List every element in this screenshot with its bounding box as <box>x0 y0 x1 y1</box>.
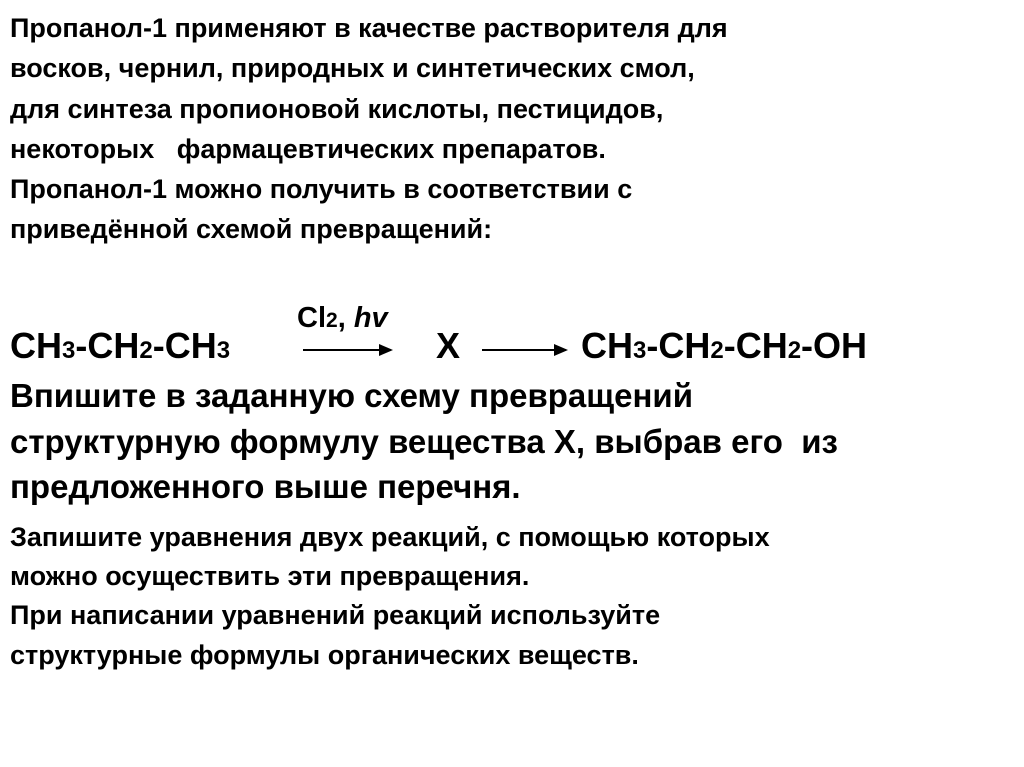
formula-part: -CH <box>152 325 217 366</box>
formula-subscript: 3 <box>216 337 231 364</box>
intro-line: для синтеза пропионовой кислоты, пестицидов, <box>10 93 664 124</box>
reaction-condition <box>297 302 388 337</box>
formula-part: -CH <box>75 325 140 366</box>
formula-part: CH <box>10 325 62 366</box>
task-line: При написании уравнений реакций используйте <box>10 600 661 631</box>
formula-part: CH <box>581 325 633 366</box>
intro-line: восков, чернил, природных и синтетических смол, <box>10 53 695 84</box>
condition-reagent: Cl <box>297 302 326 334</box>
task-line: предложенного выше перечня. <box>10 468 521 506</box>
condition-separator: , <box>337 302 346 334</box>
reactant-formula <box>10 326 230 371</box>
task-line: Впишите в заданную схему превращений <box>10 377 693 414</box>
condition-subscript: 2 <box>326 309 338 332</box>
reaction-scheme <box>0 0 1024 380</box>
product-formula <box>581 326 867 371</box>
arrow-right-icon <box>482 349 566 351</box>
arrow-right-icon <box>303 349 391 351</box>
formula-subscript: 3 <box>62 337 76 364</box>
intro-line: Пропанол-1 применяют в качестве растворителя для <box>10 13 728 43</box>
formula-part: -CH <box>646 325 711 366</box>
intro-line: некоторых фармацевтических препаратов. <box>10 133 606 164</box>
formula-part: -CH <box>723 325 788 366</box>
task-line: структурную формулу вещества X, выбрав его из <box>10 422 838 460</box>
formula-subscript: 3 <box>633 337 647 364</box>
task-line: структурные формулы органических веществ. <box>10 639 639 670</box>
intro-line: приведённой схемой превращений: <box>10 214 493 245</box>
formula-subscript: 2 <box>710 337 724 364</box>
intro-line: Пропанол-1 можно получить в соответствии с <box>10 174 633 205</box>
condition-light: hv <box>353 302 388 334</box>
task-equations <box>10 518 1020 675</box>
formula-part: -OH <box>801 325 868 366</box>
task-line: Запишите уравнения двух реакций, с помощью которых <box>10 522 770 552</box>
formula-subscript: 2 <box>139 337 153 364</box>
task-instruction <box>10 373 1020 510</box>
intermediate-x: X <box>436 325 461 366</box>
formula-subscript: 2 <box>787 337 802 364</box>
task-line: можно осуществить эти превращения. <box>10 561 530 592</box>
